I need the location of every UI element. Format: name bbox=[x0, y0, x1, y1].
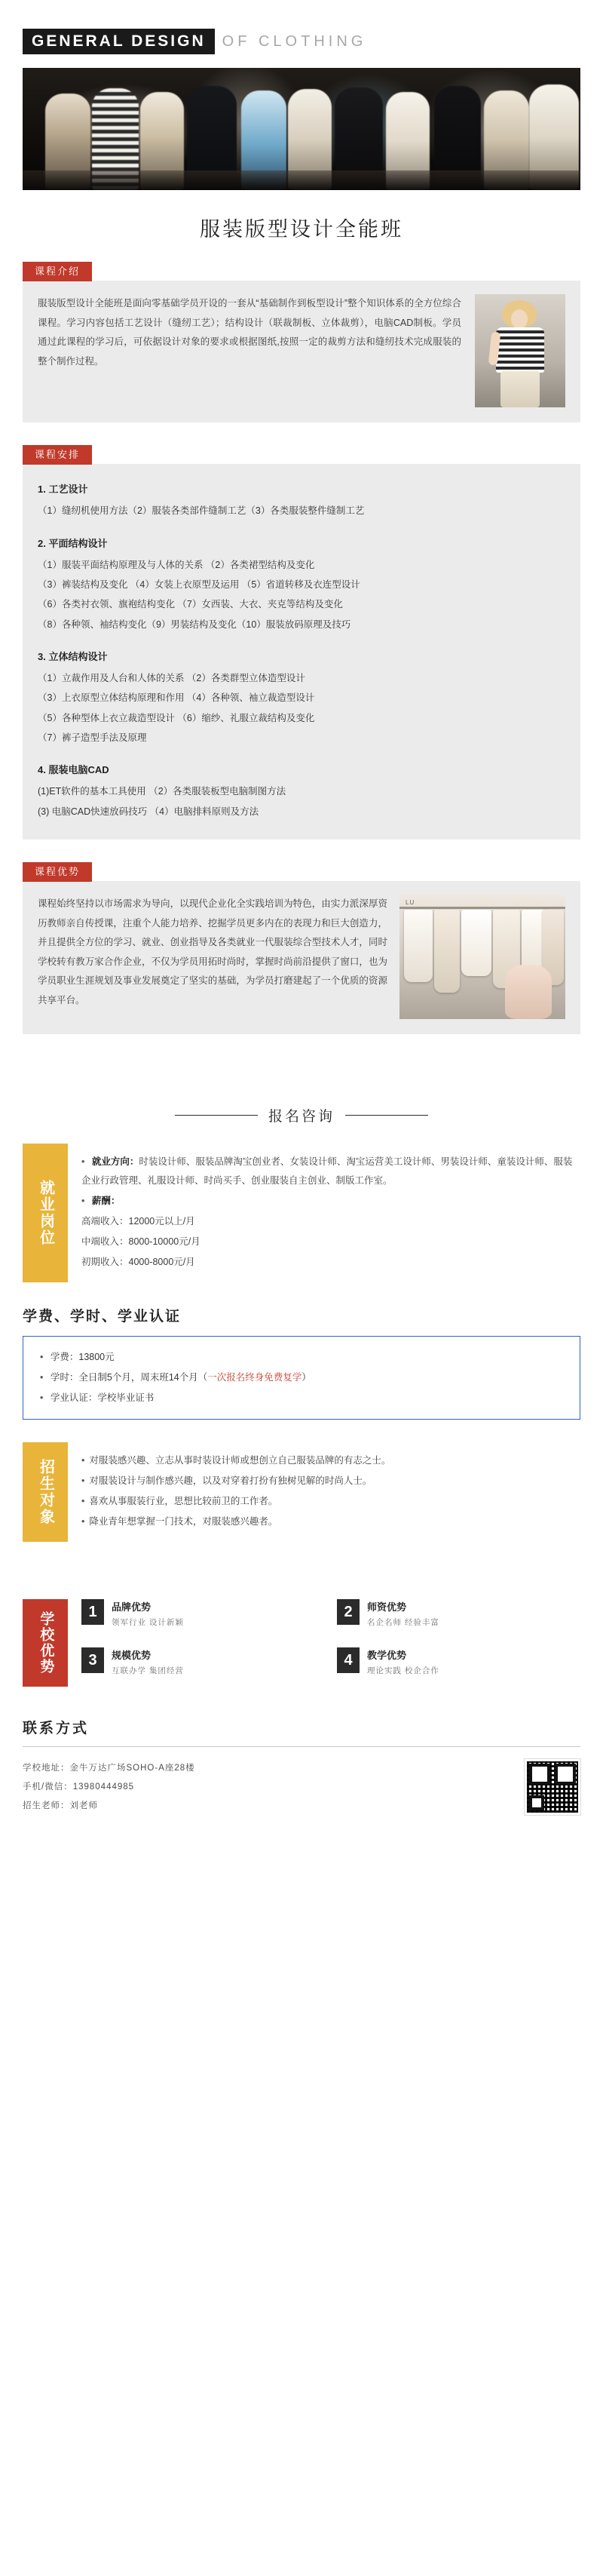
fee-line-text: 学业认证：学校毕业证书 bbox=[50, 1392, 155, 1403]
intro-photo-top bbox=[496, 327, 544, 373]
brand-header bbox=[0, 0, 603, 68]
intro-text: 服装版型设计全能班是面向零基础学员开设的一套从“基础制作到板型设计”整个知识体系的全方位综合课程。学习内容包括工艺设计（缝纫工艺）；结构设计（联裁制板、立体裁剪），电脑CAD制板。学员通过此课程的学习后，可依据设计对象的要求或根据图纸,按照一定的裁剪方法和缝纫技术完成服装的整个制作过程。 bbox=[38, 298, 461, 367]
advantage-section bbox=[23, 881, 580, 1034]
jobs-item-title: 就业方向： bbox=[91, 1156, 139, 1167]
curriculum-heading: 2. 平面结构设计 bbox=[38, 537, 108, 549]
contact-divider bbox=[23, 1746, 580, 1747]
audience-body bbox=[68, 1442, 580, 1542]
qr-code-icon[interactable] bbox=[525, 1759, 580, 1815]
hero-photo bbox=[23, 68, 580, 190]
curriculum-line: （1）缝纫机使用方法（2）服装各类部件缝制工艺（3）各类服装整件缝制工艺 bbox=[38, 505, 365, 517]
intro-photo-face bbox=[511, 309, 528, 329]
curriculum-section bbox=[23, 464, 580, 840]
curriculum-line: （8）各种领、袖结构变化（9）男装结构及变化（10）服装放码原理及技巧 bbox=[38, 619, 351, 630]
school-advantage-number: 4 bbox=[337, 1647, 360, 1673]
hero-floor bbox=[23, 170, 580, 190]
intro-tag-row bbox=[0, 262, 603, 281]
contact-section bbox=[23, 1717, 580, 1816]
fee-line bbox=[40, 1388, 563, 1408]
curriculum-line: (3) 电脑CAD快速放码技巧 （4）电脑排料原则及方法 bbox=[38, 806, 259, 817]
jobs-item: 高端收入：12000元以上/月 bbox=[81, 1215, 195, 1227]
fee-line-text: 学费：13800元 bbox=[50, 1351, 115, 1362]
audience-section bbox=[23, 1442, 580, 1542]
audience-label: 招生对象 bbox=[23, 1442, 68, 1542]
curriculum-heading: 4. 服装电脑CAD bbox=[38, 764, 109, 776]
divider-line-left bbox=[175, 1115, 258, 1116]
divider-line-right bbox=[345, 1115, 428, 1116]
school-advantage-title: 教学优势 bbox=[367, 1649, 407, 1661]
advantage-photo bbox=[399, 895, 565, 1019]
curriculum-line: （7）裤子造型手法及原理 bbox=[38, 732, 147, 743]
enroll-divider-label: 报名咨询 bbox=[268, 1108, 335, 1125]
contact-address: 学校地址：金牛万达广场SOHO-A座28楼 bbox=[23, 1763, 195, 1773]
contact-teacher: 招生老师：刘老师 bbox=[23, 1801, 98, 1811]
curriculum-line: （1）立裁作用及人台和人体的关系 （2）各类群型立体造型设计 bbox=[38, 673, 305, 684]
jobs-label: 就业岗位 bbox=[23, 1144, 68, 1282]
curriculum-list bbox=[38, 479, 565, 821]
audience-item: • 对服装设计与制作感兴趣，以及对穿着打扮有独树见解的时尚人士。 bbox=[81, 1472, 580, 1491]
school-advantage-number: 1 bbox=[81, 1599, 104, 1625]
fee-line-highlight: 一次报名终身免费复学 bbox=[207, 1371, 302, 1383]
enroll-divider bbox=[23, 1105, 580, 1125]
fee-line bbox=[40, 1368, 563, 1388]
fee-line-post: ） bbox=[302, 1371, 311, 1383]
school-advantage-desc: 互联办学 集团经营 bbox=[112, 1666, 184, 1675]
garment bbox=[461, 910, 491, 976]
school-advantage-title: 规模优势 bbox=[112, 1649, 152, 1661]
school-advantage-desc: 领军行业 设计新颖 bbox=[112, 1617, 184, 1627]
jobs-item: 中端收入：8000-10000元/月 bbox=[81, 1236, 200, 1247]
curriculum-line: （6）各类衬衣领、旗袍结构变化 （7）女西装、大衣、夹克等结构及变化 bbox=[38, 599, 343, 610]
advantage-photo-rail bbox=[399, 907, 565, 909]
school-advantage-cell bbox=[337, 1647, 580, 1687]
curriculum-tag-row bbox=[0, 445, 603, 465]
school-advantage-grid bbox=[68, 1599, 580, 1687]
audience-item: • 对服装感兴趣、立志从事时装设计师或想创立自己服装品牌的有志之士。 bbox=[81, 1451, 580, 1470]
garment bbox=[434, 910, 460, 993]
school-advantage-number: 2 bbox=[337, 1599, 360, 1625]
school-advantage-section bbox=[23, 1599, 580, 1687]
curriculum-line: （3）裤装结构及变化 （4）女装上衣原型及运用 （5）省道转移及衣连型设计 bbox=[38, 579, 360, 591]
school-advantage-cell bbox=[81, 1599, 325, 1638]
jobs-item bbox=[81, 1153, 580, 1190]
school-advantage-desc: 名企名师 经验丰富 bbox=[367, 1617, 439, 1627]
audience-item: • 喜欢从事服装行业，思想比较前卫的工作者。 bbox=[81, 1492, 580, 1511]
curriculum-line: （3）上衣原型立体结构原理和作用 （4）各种领、袖立裁造型设计 bbox=[38, 692, 315, 704]
school-advantage-desc: 理论实践 校企合作 bbox=[367, 1666, 439, 1675]
curriculum-line: （1）服装平面结构原理及与人体的关系 （2）各类裙型结构及变化 bbox=[38, 559, 315, 570]
jobs-body bbox=[68, 1144, 580, 1282]
school-advantage-cell bbox=[81, 1647, 325, 1687]
curriculum-heading: 3. 立体结构设计 bbox=[38, 650, 108, 662]
curriculum-heading: 1. 工艺设计 bbox=[38, 484, 88, 495]
dress-form bbox=[505, 965, 552, 1019]
fee-line bbox=[40, 1347, 563, 1368]
jobs-item: 初期收入：4000-8000元/月 bbox=[81, 1256, 195, 1267]
jobs-section bbox=[23, 1144, 580, 1282]
school-advantage-number: 3 bbox=[81, 1647, 104, 1673]
intro-section bbox=[23, 281, 580, 422]
fee-title: 学费、学时、学业认证 bbox=[23, 1308, 182, 1325]
section-tag-advantage: 课程优势 bbox=[23, 862, 92, 882]
jobs-item bbox=[81, 1192, 580, 1211]
school-advantage-cell bbox=[337, 1599, 580, 1638]
jobs-item-title: 薪酬： bbox=[91, 1195, 121, 1206]
garment bbox=[404, 910, 433, 982]
advantage-tag-row bbox=[0, 862, 603, 882]
school-advantage-title: 师资优势 bbox=[367, 1601, 407, 1613]
audience-item: • 降业青年想掌握一门技术，对服装感兴趣者。 bbox=[81, 1512, 580, 1531]
intro-photo bbox=[475, 294, 565, 407]
advantage-photo-tag: LU bbox=[406, 898, 415, 906]
jobs-item-text: 时装设计师、服装品牌淘宝创业者、女装设计师、淘宝运营美工设计师、男装设计师、童装设计师、服装企业行政管理、礼服设计师、时尚买手、创业服装自主创业、制版工作室。 bbox=[81, 1156, 573, 1186]
page-title: 服装版型设计全能班 bbox=[200, 218, 403, 241]
section-tag-intro: 课程介绍 bbox=[23, 262, 92, 281]
school-advantage-label: 学校优势 bbox=[23, 1599, 68, 1687]
brand-logo-main: GENERAL DESIGN bbox=[23, 29, 215, 54]
section-tag-curriculum: 课程安排 bbox=[23, 445, 92, 465]
curriculum-line: （5）各种型体上衣立裁造型设计 （6）缩纱、礼服立裁结构及变化 bbox=[38, 712, 315, 723]
curriculum-line: (1)ET软件的基本工具使用 （2）各类服装板型电脑制图方法 bbox=[38, 786, 286, 797]
fee-box bbox=[23, 1336, 580, 1420]
brand-logo-sub: OF CLOTHING bbox=[222, 32, 367, 50]
contact-title: 联系方式 bbox=[23, 1720, 90, 1736]
intro-photo-pants bbox=[500, 371, 540, 407]
school-advantage-title: 品牌优势 bbox=[112, 1601, 152, 1613]
fee-line-text: 学时：全日制5个月，周末班14个月（ bbox=[50, 1371, 208, 1383]
contact-lines bbox=[23, 1759, 195, 1816]
advantage-text: 课程始终坚持以市场需求为导向，以现代企业化全实践培训为特色，由实力派深厚资历教师亲自传授课，注重个人能力培养、挖掘学员更多内在的表现力和巨大创造力，并且提供全方位的学习、就业、创业指导及各类就业一代服装综合型技术人才，同时学校转有教万家合作企业，不仅为学员用拓时尚时，掌握时尚前沿提供了窗口，也为学员职业生涯规划及事业发展奠定了坚实的基础，为学员打磨建起了一个优质的资源共享平台。 bbox=[38, 898, 387, 1006]
contact-phone: 手机/微信：13980444985 bbox=[23, 1782, 135, 1792]
